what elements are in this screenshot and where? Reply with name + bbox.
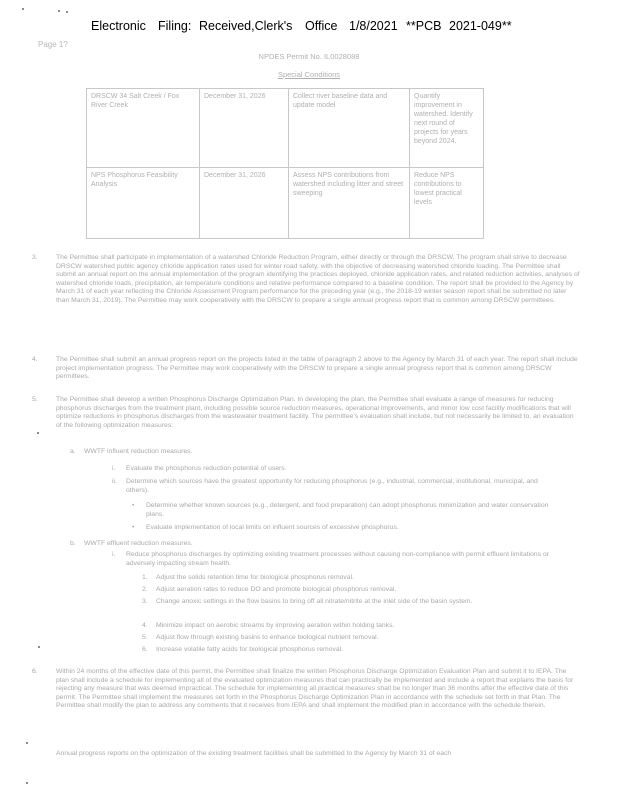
table-row	[87, 168, 484, 239]
paragraph-number: 6.	[32, 668, 38, 675]
stamp-electronic: Electronic	[91, 19, 146, 33]
item-number: i.	[112, 551, 116, 558]
conditions-table	[86, 88, 484, 239]
item-text: Minimize impact on aerobic streams by improving aeration within holding tanks.	[156, 622, 395, 629]
item-text: Reduce phosphorus discharges by optimizing existing treatment processes without causing non-compliance with permit effluent limitations or adversely impacting stream health.	[126, 551, 550, 567]
item-a-bullet-1	[132, 502, 552, 519]
section-title: Special Conditions	[277, 70, 341, 79]
item-text: Adjust the solids retention time for biological phosphorus removal.	[156, 574, 354, 581]
table-cell: Collect river baseline data and update model	[289, 89, 410, 168]
item-number: 3.	[142, 598, 148, 605]
item-number: i.	[112, 465, 116, 472]
item-number: 5.	[142, 634, 148, 641]
stamp-number: 2021-049**	[449, 19, 512, 33]
table-cell: December 31, 2026	[200, 89, 289, 168]
paragraph-5	[32, 396, 580, 430]
bullet-icon: •	[132, 502, 135, 509]
list-item	[142, 598, 556, 607]
table-cell: Quantify improvement in watershed. Identify next round of projects for years beyond 2024.	[410, 89, 484, 168]
item-text: WWTF effluent reduction measures.	[84, 540, 193, 547]
stamp-filing: Filing:	[158, 19, 192, 33]
table-cell: Reduce NPS contributions to lowest practical levels	[410, 168, 484, 239]
table-cell: DRSCW 34 Salt Creek / Fox River Creek	[87, 89, 200, 168]
page-number: Page 1?	[38, 40, 68, 49]
scan-speck	[66, 11, 68, 13]
item-number: a.	[70, 448, 76, 455]
item-b	[70, 540, 550, 549]
paragraph-text: The Permittee shall develop a written Phosphorus Discharge Optimization Plan. In developing the plan, the Permittee shall evaluate a range of measures for reducing phosphorus discharges from the treatment plant, including possible source reduction measures, operational improvements, and minor low cost facility modifications that will optimize reductions in phosphorus discharges from the wastewater treatment facility. The permittee's evaluation shall include, but not necessarily be limited to, an evaluation of the following optimization measures:	[56, 396, 574, 429]
item-text: Adjust aeration rates to reduce DO and promote biological phosphorus removal.	[156, 586, 397, 593]
item-text: Increase volatile fatty acids for biological phosphorus removal.	[156, 646, 344, 653]
paragraph-text: The Permittee shall participate in implementation of a watershed Chloride Reduction Program, either directly or through the DRSCW. The program shall strive to decrease DRSCW watershed public agency chloride application rates used for winter road safety, with the objective of decreasing watershed chloride loading. The Permittee shall submit an annual report on the annual implementation of the program identifying the practices deployed, chloride application rates, and related reduction activities, analyses of watershed chloride loads, precipitation, air temperature conditions and relative performance compared to a baseline condition. The report shall be provided to the Agency by March 31 of each year reflecting the Chloride Assessment Program performance for the preceding year (e.g., the 2018-19 winter season report shall be submitted no later than March 31, 2019). The Permittee may work cooperatively with the DRSCW to prepare a single annual progress report that is common among DRSCW permittees.	[56, 254, 580, 304]
paragraph-number: 4.	[32, 356, 38, 363]
scan-speck	[22, 8, 24, 10]
paragraph-text: Annual progress reports on the optimization of the existing treatment facilities shall be submitted to the Agency by March 31 of each	[56, 750, 452, 757]
item-number: ii.	[112, 478, 117, 485]
item-text: Change anoxic settings in the flow basins to bring off all nitrate/nitrite at the inlet side of the basin system.	[156, 598, 473, 605]
scan-speck	[26, 742, 28, 744]
paragraph-text: The Permittee shall submit an annual progress report on the projects listed in the table of paragraph 2 above to the Agency by March 31 of each year. The report shall include project implementation progress. The Permittee may work cooperatively with the DRSCW to prepare a single annual progress report that is common among DRSCW permittees.	[56, 356, 578, 381]
item-text: Evaluate the phosphorus reduction potential of users.	[126, 465, 287, 472]
item-text: Determine whether known sources (e.g., detergent, and food preparation) can adopt phosphorus minimization and water conservation plans.	[146, 502, 549, 518]
item-a-bullet-2	[132, 524, 552, 533]
item-number: 2.	[142, 586, 148, 593]
item-a-i	[112, 465, 552, 474]
list-item	[142, 634, 556, 643]
item-number: 6.	[142, 646, 148, 653]
permit-number: NPDES Permit No. IL0028088	[258, 52, 360, 61]
scan-speck	[58, 10, 60, 12]
scan-speck	[38, 646, 40, 648]
list-item	[142, 622, 556, 631]
paragraph-number: 5.	[32, 396, 38, 403]
paragraph-6	[32, 668, 580, 711]
paragraph-4	[32, 356, 580, 382]
table-cell: Assess NPS contributions from watershed including litter and street sweeping	[289, 168, 410, 239]
paragraph-number: 3.	[32, 254, 38, 261]
paragraph-text: Within 24 months of the effective date of this permit, the Permittee shall finalize the written Phosphorus Discharge Optimization Evaluation Plan and submit it to IEPA. The plan shall include a schedule for implementing all of the evaluated optimization measures that can practically be implemented and include a report that explains the basis for rejecting any measure that was deemed impractical. The schedule for implementing all practical measures shall be no longer than 36 months after the effective date of this permit. The Permittee shall implement the measures set forth in the Phosphorus Discharge Optimization Plan in accordance with the schedule set forth in that Plan. The Permittee shall modify the plan to address any comments that it receives from IEPA and shall implement the modified plan in accordance with the schedule therein.	[56, 668, 574, 710]
stamp-office: Office	[305, 19, 338, 33]
list-item	[142, 574, 556, 583]
item-number: 1.	[142, 574, 148, 581]
item-number: 4.	[142, 622, 148, 629]
item-a-ii	[112, 478, 552, 495]
item-a	[70, 448, 550, 457]
paragraph-3	[32, 254, 580, 306]
bullet-icon: •	[132, 524, 135, 531]
table-row	[87, 89, 484, 168]
item-b-i	[112, 551, 556, 568]
item-text: WWTF influent reduction measures.	[84, 448, 193, 455]
scan-speck	[37, 432, 39, 434]
item-number: b.	[70, 540, 76, 547]
stamp-date: 1/8/2021	[349, 19, 398, 33]
stamp-received: Received,Clerk's	[199, 19, 293, 33]
list-item	[142, 586, 556, 595]
item-text: Determine which sources have the greatest opportunity for reducing phosphorus (e.g., industrial, commercial, institutional, municipal, and others).	[126, 478, 538, 494]
item-text: Adjust flow through existing basins to enhance biological nutrient removal.	[156, 634, 379, 641]
list-item	[142, 646, 556, 655]
item-text: Evaluate implementation of local limits on influent sources of excessive phosphorus.	[146, 524, 399, 531]
table-cell: December 31, 2026	[200, 168, 289, 239]
stamp-case: **PCB	[406, 19, 442, 33]
scan-speck	[26, 782, 28, 784]
table-cell: NPS Phosphorus Feasibility Analysis	[87, 168, 200, 239]
paragraph-7	[32, 750, 580, 759]
